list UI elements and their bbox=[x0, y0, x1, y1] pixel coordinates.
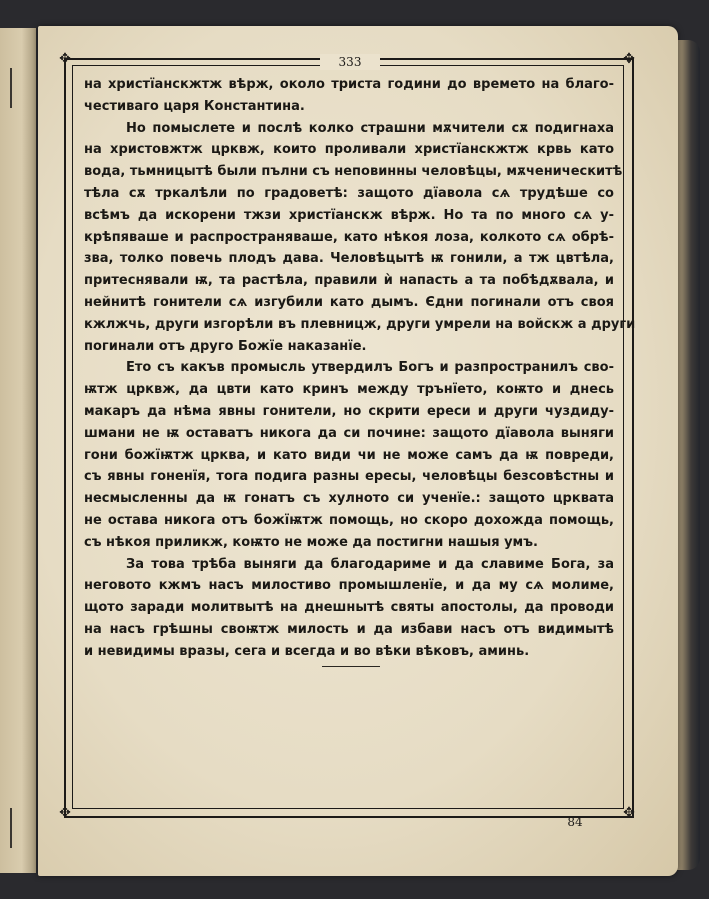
text-line: погинали отъ другo Божїе наказанїе. bbox=[84, 338, 367, 354]
text-line: ѭтж црквж, да цвти като кринъ между трънїето, коѭто и днесь bbox=[84, 382, 614, 398]
text-line: щото заради молитвытѣ на днешнытѣ святы апостолы, да проводи bbox=[84, 600, 614, 616]
paragraph bbox=[84, 357, 614, 553]
left-page-edge bbox=[0, 28, 36, 873]
text-line: нейнитѣ гонители сѧ изгубили като дымъ. Єдни погинали отъ своя bbox=[84, 294, 614, 310]
text-line: шмани не ѭ оставатъ никога да си почине: защото дїавола выняги bbox=[84, 425, 614, 441]
text-line: съ явны гоненїя, тога подига разны ересы, человѣцы безсовѣстны и bbox=[84, 469, 614, 485]
text-line: притеснявали ѭ, та растѣла, правили ѝ напасть а та побѣдѫвала, и bbox=[84, 273, 614, 289]
left-page-ornament bbox=[0, 808, 12, 848]
text-line: зва, толко повечь плодъ дава. Человѣцытѣ ѭ гонили, а тж цвтѣла, bbox=[84, 251, 614, 267]
corner-ornament-icon: ✥ bbox=[623, 805, 635, 821]
corner-ornament-icon: ✥ bbox=[59, 805, 71, 821]
text-line: кжлжчь, други изгорѣли въ плевницж, други умрели на войскж а други bbox=[84, 316, 636, 332]
text-line: несмысленны да ѭ гонатъ съ хулното си ученїе.: защото црквата bbox=[84, 491, 614, 507]
text-line: крѣпяваше и распространяваше, като нѣкоя лоза, колкото сѧ обрѣ- bbox=[84, 229, 614, 245]
text-line: на христїанскжтж вѣрж, около триста години до времето на благо- bbox=[84, 77, 614, 92]
text-line: на христовжтж црквж, които проливали христїанскжтж крвь като bbox=[84, 142, 614, 158]
paragraph bbox=[84, 554, 614, 663]
corner-ornament-icon: ✥ bbox=[623, 51, 635, 67]
text-line: За това трѣба выняги да благодариме и да славиме Бога, за bbox=[126, 556, 614, 572]
text-line: вода, тьмницытѣ были пълни съ неповинны человѣцы, мѫченическитѣ bbox=[84, 164, 623, 180]
page-number-top: 333 bbox=[320, 54, 380, 70]
paragraph bbox=[84, 74, 614, 118]
text-line: честиваго царя Константина. bbox=[84, 98, 305, 114]
text-line: и невидимы вразы, сега и всегда и во вѣки вѣковъ, аминь. bbox=[84, 643, 530, 659]
end-rule bbox=[322, 666, 380, 667]
corner-ornament-icon: ✥ bbox=[59, 51, 71, 67]
body-text bbox=[84, 74, 636, 663]
paragraph bbox=[84, 118, 636, 358]
text-line: Но помыслете и послѣ колко страшни мѫчители сѫ подигнаха bbox=[126, 120, 614, 136]
text-line: съ нѣкоя приликж, коѭто не може да постигни нашыя умъ. bbox=[84, 534, 538, 550]
text-line: на насъ грѣшны своѭтж милость и да избави насъ отъ видимытѣ bbox=[84, 621, 614, 637]
text-line: Ето съ какъв промысль утвердилъ Богъ и разпространилъ сво- bbox=[126, 360, 614, 376]
text-line: неговото кжмъ насъ милостиво промышленїе, и да му сѧ молиме, bbox=[84, 578, 614, 594]
page-number-bottom: 84 bbox=[567, 815, 583, 829]
text-line: гони божїѭтж црква, и като види чи не може самъ да ѭ повреди, bbox=[84, 447, 614, 463]
text-line: не остава никога отъ божїѭтж помощь, но скоро дохождa помощь, bbox=[84, 512, 614, 528]
text-line: макаръ да нѣма явны гонители, но скрити ереси и други чуздиду- bbox=[84, 403, 614, 419]
text-line: тѣла сѫ тркалѣли по градоветѣ: защото дїавола сѧ трудѣше со bbox=[84, 185, 614, 201]
left-page-ornament bbox=[0, 68, 12, 108]
text-line: всѣмъ да искорени тжзи христїанскж вѣрж. Но та по много сѧ у- bbox=[84, 207, 614, 223]
